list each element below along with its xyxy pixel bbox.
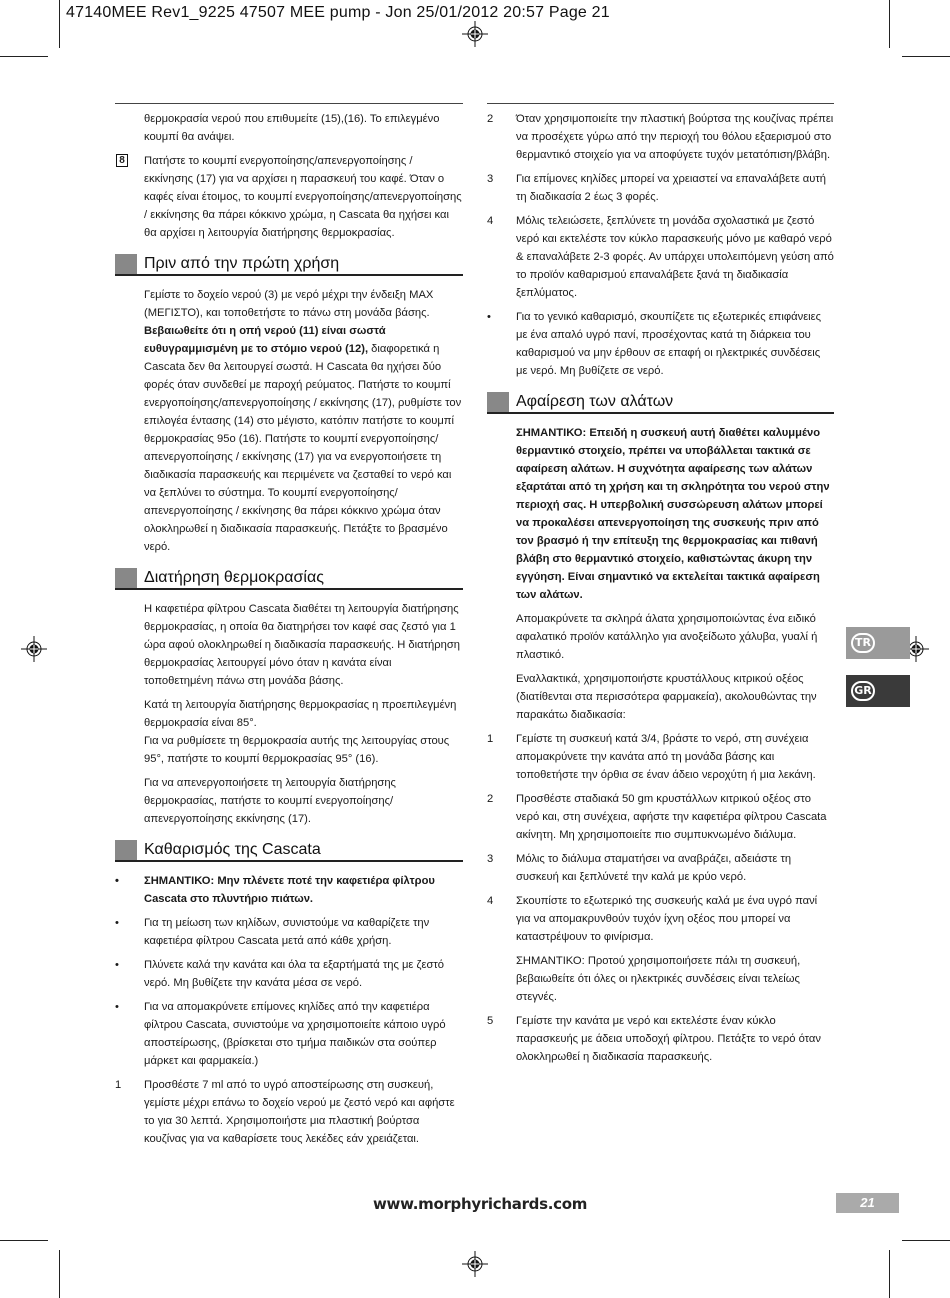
section-heading bbox=[487, 392, 834, 414]
page-number: 21 bbox=[836, 1193, 899, 1213]
crop-mark bbox=[889, 1250, 890, 1298]
item-number: 5 bbox=[487, 1015, 494, 1027]
website-url[interactable]: www.morphyrichards.com bbox=[373, 1195, 588, 1213]
section-heading bbox=[115, 568, 463, 590]
section-heading bbox=[115, 840, 463, 862]
heading-box-icon bbox=[115, 254, 137, 274]
bullet-icon: • bbox=[115, 959, 119, 971]
item-text: Προσθέστε σταδιακά 50 gm κρυστάλλων κιτρικού οξέος στο νερό και, στη συνέχεια, αφήστε την καφετιέρα φίλτρου Cascata ακίνητη. Μη χρησιμοποιείτε πιο συμπυκνωμένο διάλυμα. bbox=[516, 793, 827, 841]
item-number: 4 bbox=[487, 895, 494, 907]
item-text: Προσθέστε 7 ml από το υγρό αποστείρωσης στη συσκευή, γεμίστε μέχρι επάνω το δοχείο νερού με ζεστό νερό και αφήστε το για 30 λεπτά. Χρησιμοποιήστε μια πλαστική βούρτσα κουζίνας για να καθαρίσετε τους λεκέδες εάν χρειάζεται. bbox=[144, 1079, 455, 1145]
paragraph: Κατά τη λειτουργία διατήρησης θερμοκρασίας η προεπιλεγμένη θερμοκρασία είναι 85°. bbox=[144, 699, 457, 729]
bullet-item bbox=[487, 308, 834, 380]
column-top-rule bbox=[115, 103, 463, 104]
bullet-text: Για τη μείωση των κηλίδων, συνιστούμε να καθαρίζετε την καφετιέρα φίλτρου Cascata μετά από κάθε χρήση. bbox=[144, 917, 430, 947]
item-text: Γεμίστε τη συσκευή κατά 3/4, βράστε το νερό, στη συνέχεια απομακρύνετε την κανάτα από τη μονάδα βάσης και τοποθετήστε την όρθια σε έναν άδειο νεροχύτη ή μια λεκάνη. bbox=[516, 733, 816, 781]
paragraph: Απομακρύνετε τα σκληρά άλατα χρησιμοποιώντας ένα ειδικό αφαλατικό προϊόν κατάλληλο για ανοξείδωτο χάλυβα, γυαλί ή πλαστικό. bbox=[516, 613, 818, 661]
heading-box-icon bbox=[487, 392, 509, 412]
crop-mark bbox=[0, 1240, 48, 1241]
warning-paragraph: ΣΗΜΑΝΤΙΚΟ: Επειδή η συσκευή αυτή διαθέτει καλυμμένο θερμαντικό στοιχείο, πρέπει να υποβάλλεται τακτικά σε αφαίρεση αλάτων. Η συχνότητα αφαίρεσης των αλάτων εξαρτάται από τη χρήση και τη σκληρότητα του νερού στην περιοχή σας. Η υπερβολική συσσώρευση αλάτων μπορεί να προκαλέσει απενεργοποίηση της συσκευής πριν από τον βρασμό ή την επίτευξη της θερμοκρασίας και πιθανή βλάβη στο θερμαντικό στοιχείο, καθιστώντας άκυρη την εγγύηση. Είναι σημαντικό να εκτελείται τακτικά αφαίρεση των αλάτων. bbox=[516, 427, 830, 601]
registration-mark-icon bbox=[462, 1251, 488, 1277]
language-tab-gr[interactable] bbox=[846, 675, 910, 707]
bullet-icon: • bbox=[115, 1001, 119, 1013]
bold-text-run: Βεβαιωθείτε ότι η οπή νερού (11) είναι σωστά ευθυγραμμισμένη με το στόμιο νερού (12), bbox=[144, 325, 386, 355]
heading-box-icon bbox=[115, 568, 137, 588]
bullet-text: ΣΗΜΑΝΤΙΚΟ: Μην πλένετε ποτέ την καφετιέρα φίλτρου Cascata στο πλυντήριο πιάτων. bbox=[144, 875, 435, 905]
registration-mark-icon bbox=[21, 636, 47, 662]
right-column bbox=[487, 110, 834, 1072]
crop-mark bbox=[59, 1250, 60, 1298]
step-text: Πατήστε το κουμπί ενεργοποίησης/απενεργοποίησης / εκκίνησης (17) για να αρχίσει η παρασκευή του καφέ. Όταν ο καφές είναι έτοιμος, το κουμπί ενεργοποίησης/απενεργοποίησης / εκκίνησης θα πάρει κόκκινο χρώμα, η Cascata θα ηχήσει και θα αρχίσει η λειτουργία διατήρησης θερμοκρασίας. bbox=[144, 155, 462, 239]
crop-mark bbox=[0, 56, 48, 57]
bullet-item bbox=[115, 956, 463, 992]
language-tab-tr[interactable] bbox=[846, 627, 910, 659]
heading-box-icon bbox=[115, 840, 137, 860]
language-badge: GR bbox=[851, 681, 875, 701]
item-number: 1 bbox=[115, 1079, 122, 1091]
bullet-icon: • bbox=[115, 875, 119, 887]
print-slug: 47140MEE Rev1_9225 47507 MEE pump - Jon 25/01/2012 20:57 Page 21 bbox=[66, 4, 610, 21]
text-run: διαφορετικά η Cascata δεν θα λειτουργεί σωστά. Η Cascata θα ηχήσει δύο φορές όταν συνδεθεί με παροχή ρεύματος. Πατήστε το κουμπί ενεργοποίησης/απενεργοποίησης / εκκίνησης (17), ρυθμίστε τον επιλογέα έντασης (14) στο μέγιστο, κατόπιν πατήστε το κουμπί θερμοκρασίας 95o (16). Πατήστε το κουμπί ενεργοποίησης/απενεργοποίησης / εκκίνησης (17) για να ενεργοποιήσετε τη διαδικασία παρασκευής και περιμένετε να ζεσταθεί το νερό και να ξεπλύνει το σύστημα. Το κουμπί ενεργοποίησης/απενεργοποίησης / εκκίνησης θα πάρει κόκκινο χρώμα όταν ολοκληρωθεί η διαδικασία παρασκευής. Πετάξτε το βρασμένο νερό. bbox=[144, 343, 462, 553]
numbered-item bbox=[487, 790, 834, 844]
numbered-item bbox=[487, 850, 834, 886]
numbered-item bbox=[487, 1012, 834, 1066]
numbered-item bbox=[487, 730, 834, 784]
crop-mark bbox=[889, 0, 890, 48]
item-text: Σκουπίστε το εξωτερικό της συσκευής καλά με ένα υγρό πανί για να απομακρυνθούν τυχόν ίχνη οξέος που μπορεί να καταστρέψουν το φινίρισμα. bbox=[516, 895, 818, 943]
registration-mark-icon bbox=[462, 21, 488, 47]
item-text: Μόλις τελειώσετε, ξεπλύνετε τη μονάδα σχολαστικά με ζεστό νερό και εκτελέστε τον κύκλο παρασκευής μόνο με καθαρό νερό & επαναλάβετε 2-3 φορές. Αν υπάρχει υπολειπόμενη γεύση από το προϊόν καθαρισμού επαναλάβετε ξανά τη διαδικασία ξεπλύματος. bbox=[516, 215, 834, 299]
crop-mark bbox=[902, 1240, 950, 1241]
heading-text: Καθαρισμός της Cascata bbox=[144, 841, 321, 858]
language-badge: TR bbox=[851, 633, 875, 653]
step-8 bbox=[115, 152, 463, 242]
paragraph: Εναλλακτικά, χρησιμοποιήστε κρυστάλλους κιτρικού οξέος (διατίθενται στα περισσότερα φαρμακεία), ακολουθώντας την παρακάτω διαδικασία: bbox=[516, 673, 817, 721]
item-text: Γεμίστε την κανάτα με νερό και εκτελέστε έναν κύκλο παρασκευής με άδεια υποδοχή φίλτρου. Πετάξτε το νερό όταν ολοκληρωθεί η διαδικασία παρασκευής. bbox=[516, 1015, 821, 1063]
heading-text: Πριν από την πρώτη χρήση bbox=[144, 255, 340, 272]
column-top-rule bbox=[487, 103, 834, 104]
paragraph bbox=[115, 286, 463, 556]
numbered-item bbox=[487, 892, 834, 946]
numbered-item bbox=[487, 170, 834, 206]
bullet-text: Για το γενικό καθαρισμό, σκουπίζετε τις εξωτερικές επιφάνειες με ένα απαλό υγρό πανί, προσέχοντας κατά τη διάρκεια του καθαρισμού να μην έρθουν σε επαφή οι ηλεκτρικές συνδέσεις με νερό. Μη βυθίζετε σε νερό. bbox=[516, 311, 822, 377]
left-column bbox=[115, 110, 463, 1154]
text-run: Γεμίστε το δοχείο νερού (3) με νερό μέχρι την ένδειξη MAX (ΜΕΓΙΣΤΟ), και τοποθετήστε το πάνω στη μονάδα βάσης. bbox=[144, 289, 434, 319]
item-number: 4 bbox=[487, 215, 494, 227]
item-number: 1 bbox=[487, 733, 494, 745]
paragraph: Η καφετιέρα φίλτρου Cascata διαθέτει τη λειτουργία διατήρησης θερμοκρασίας, η οποία θα διατηρήσει τον καφέ σας ζεστό για 1 ώρα αφού ολοκληρωθεί η διαδικασία παρασκευής. Η διατήρηση θερμοκρασίας λειτουργεί μόνο όταν η κανάτα είναι τοποθετημένη πάνω στη μονάδα βάσης. bbox=[144, 603, 460, 687]
numbered-item bbox=[487, 212, 834, 302]
item-number: 2 bbox=[487, 113, 494, 125]
heading-text: Αφαίρεση των αλάτων bbox=[516, 393, 674, 410]
bullet-item bbox=[115, 914, 463, 950]
paragraph: θερμοκρασία νερού που επιθυμείτε (15),(16). Το επιλεγμένο κουμπί θα ανάψει. bbox=[144, 113, 440, 143]
heading-text: Διατήρηση θερμοκρασίας bbox=[144, 569, 324, 586]
paragraph: Για να ρυθμίσετε τη θερμοκρασία αυτής της λειτουργίας στους 95°, πατήστε το κουμπί θερμοκρασίας 95° (16). bbox=[144, 735, 450, 765]
item-text: Όταν χρησιμοποιείτε την πλαστική βούρτσα της κουζίνας πρέπει να προσέχετε γύρω από την περιοχή του θόλου εξαερισμού στο θερμαντικό στοιχείο για να αποφύγετε τυχόν μετατόπιση/βλάβη. bbox=[516, 113, 834, 161]
bullet-item bbox=[115, 998, 463, 1070]
bullet-icon: • bbox=[115, 917, 119, 929]
numbered-item bbox=[487, 110, 834, 164]
item-number: 3 bbox=[487, 853, 494, 865]
item-number: 3 bbox=[487, 173, 494, 185]
item-number: 2 bbox=[487, 793, 494, 805]
bullet-text: Για να απομακρύνετε επίμονες κηλίδες από την καφετιέρα φίλτρου Cascata, συνιστούμε να χρησιμοποιείτε κάποιο υγρό αποστείρωσης, (βρίσκεται στο τμήμα παιδικών στα σούπερ μάρκετ και φαρμακεία.) bbox=[144, 1001, 446, 1067]
numbered-item bbox=[115, 1076, 463, 1148]
crop-mark bbox=[59, 0, 60, 48]
crop-mark bbox=[902, 56, 950, 57]
bullet-icon: • bbox=[487, 311, 491, 323]
paragraph: Για να απενεργοποιήσετε τη λειτουργία διατήρησης θερμοκρασίας, πατήστε το κουμπί ενεργοποίησης/απενεργοποίησης εκκίνησης (17). bbox=[144, 777, 396, 825]
item-text: Για επίμονες κηλίδες μπορεί να χρειαστεί να επαναλάβετε αυτή τη διαδικασία 2 έως 3 φορές. bbox=[516, 173, 827, 203]
item-text: Μόλις το διάλυμα σταματήσει να αναβράζει, αδειάστε τη συσκευή και ξεπλύνετέ την καλά με κρύο νερό. bbox=[516, 853, 792, 883]
note-paragraph: ΣΗΜΑΝΤΙΚΟ: Προτού χρησιμοποιήσετε πάλι τη συσκευή, βεβαιωθείτε ότι όλες οι ηλεκτρικές συνδέσεις είναι τελείως στεγνές. bbox=[516, 955, 801, 1003]
step-number-box: 8 bbox=[116, 154, 128, 167]
bullet-item bbox=[115, 872, 463, 908]
section-heading bbox=[115, 254, 463, 276]
bullet-text: Πλύνετε καλά την κανάτα και όλα τα εξαρτήματά της με ζεστό νερό. Μη βυθίζετε την κανάτα μέσα σε νερό. bbox=[144, 959, 444, 989]
